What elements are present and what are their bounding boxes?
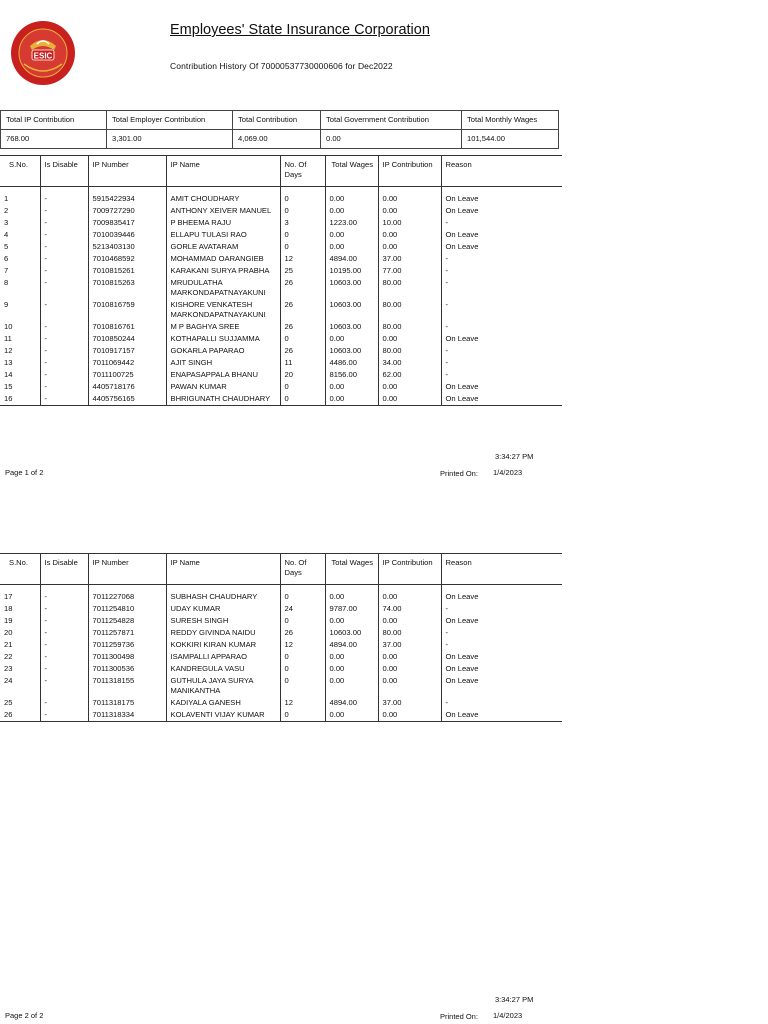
column-header: IP Name [166,554,280,585]
days-cell: 0 [280,675,325,697]
serial-number-cell: 10 [4,322,13,331]
reason-cell: On Leave [441,393,562,406]
is-disable-cell: - [40,627,88,639]
ip-name-cell: KISHORE VENKATESH MARKONDAPATNAYAKUNI [166,299,280,321]
table-row [0,639,562,651]
ip-name-cell: KOLAVENTI VIJAY KUMAR [166,709,280,722]
ip-contribution-cell: 0.00 [378,381,441,393]
is-disable-cell: - [40,603,88,615]
ip-contribution-cell: 80.00 [378,321,441,333]
table-header-row [0,156,562,187]
ip-contribution-cell: 0.00 [378,393,441,406]
total-wages-cell: 9787.00 [325,603,378,615]
serial-number-cell: 25 [4,698,13,707]
reason-cell: On Leave [441,229,562,241]
ip-contribution-cell: 37.00 [378,639,441,651]
ip-number-cell: 7009727290 [88,205,166,217]
ip-number-cell: 7010850244 [88,333,166,345]
days-cell: 0 [280,333,325,345]
serial-number-cell: 12 [4,346,13,355]
is-disable-cell: - [40,205,88,217]
column-header: Is Disable [40,554,88,585]
ip-number-cell: 7010815263 [88,277,166,299]
serial-number-cell: 15 [4,382,13,391]
totals-value: 0.00 [321,130,462,149]
ip-name-cell: SURESH SINGH [166,615,280,627]
reason-cell: - [441,697,562,709]
total-wages-cell: 0.00 [325,333,378,345]
total-wages-cell: 0.00 [325,663,378,675]
totals-value: 4,069.00 [233,130,321,149]
ip-number-cell: 5915422934 [88,193,166,205]
ip-number-cell: 4405718176 [88,381,166,393]
contribution-table-page-2 [0,553,562,722]
ip-contribution-cell: 37.00 [378,697,441,709]
total-wages-cell: 0.00 [325,651,378,663]
days-cell: 24 [280,603,325,615]
page-title: Employees' State Insurance Corporation [170,22,430,38]
days-cell: 12 [280,697,325,709]
reason-cell: - [441,627,562,639]
days-cell: 0 [280,591,325,603]
total-wages-cell: 0.00 [325,709,378,722]
total-wages-cell: 10603.00 [325,321,378,333]
serial-number-cell: 23 [4,664,13,673]
serial-number-cell: 17 [4,592,13,601]
total-wages-cell: 0.00 [325,615,378,627]
is-disable-cell: - [40,333,88,345]
ip-number-cell: 5213403130 [88,241,166,253]
ip-name-cell: ENAPASAPPALA BHANU [166,369,280,381]
totals-value-row [1,130,559,149]
table-row [0,265,562,277]
ip-number-cell: 7010816759 [88,299,166,321]
ip-name-cell: KARAKANI SURYA PRABHA [166,265,280,277]
serial-number-cell: 16 [0,393,40,406]
table-row [0,217,562,229]
ip-number-cell: 7010816761 [88,321,166,333]
ip-name-cell: UDAY KUMAR [166,603,280,615]
printed-on-date: 1/4/2023 [493,468,523,477]
total-wages-cell: 10603.00 [325,627,378,639]
serial-number-cell: 24 [4,676,13,685]
ip-name-cell: P BHEEMA RAJU [166,217,280,229]
days-cell: 0 [280,193,325,205]
serial-number-cell: 18 [4,604,13,613]
ip-number-cell: 7011318334 [88,709,166,722]
is-disable-cell: - [40,217,88,229]
ip-name-cell: GUTHULA JAYA SURYA MANIKANTHA [166,675,280,697]
ip-name-cell: ELLAPU TULASI RAO [166,229,280,241]
total-wages-cell: 0.00 [325,591,378,603]
totals-table [0,110,559,149]
column-header: IP Number [88,156,166,187]
contribution-table-page-1 [0,155,562,406]
table-row [0,229,562,241]
ip-contribution-cell: 0.00 [378,241,441,253]
table-row [0,675,562,697]
is-disable-cell: - [40,241,88,253]
serial-number-cell: 13 [4,358,13,367]
ip-name-cell: MRUDULATHA MARKONDAPATNAYAKUNI [166,277,280,299]
total-wages-cell: 10603.00 [325,299,378,321]
reason-cell: On Leave [441,333,562,345]
reason-cell: - [441,321,562,333]
ip-number-cell: 7011227068 [88,591,166,603]
ip-number-cell: 7011254810 [88,603,166,615]
serial-number-cell: 8 [4,278,9,287]
is-disable-cell: - [40,675,88,697]
table-row [0,381,562,393]
column-header: No. Of Days [280,156,325,187]
reason-cell: On Leave [441,709,562,722]
table-row [0,277,562,299]
is-disable-cell: - [40,253,88,265]
total-wages-cell: 4894.00 [325,639,378,651]
ip-name-cell: KOKKIRI KIRAN KUMAR [166,639,280,651]
ip-contribution-cell: 74.00 [378,603,441,615]
table-row [0,357,562,369]
totals-header: Total IP Contribution [1,111,107,130]
column-header: S.No. [0,554,40,585]
ip-number-cell: 7010468592 [88,253,166,265]
is-disable-cell: - [40,663,88,675]
days-cell: 26 [280,627,325,639]
is-disable-cell: - [40,393,88,406]
table-row [0,345,562,357]
reason-cell: - [441,369,562,381]
table-row [0,627,562,639]
days-cell: 0 [280,381,325,393]
page-number: Page 2 of 2 [5,1011,44,1020]
is-disable-cell: - [40,615,88,627]
column-header: Reason [441,156,562,187]
ip-number-cell: 7011259736 [88,639,166,651]
ip-number-cell: 7011069442 [88,357,166,369]
serial-number-cell: 4 [4,230,9,239]
ip-contribution-cell: 0.00 [378,615,441,627]
days-cell: 3 [280,217,325,229]
column-header: Total Wages [325,156,378,187]
reason-cell: On Leave [441,651,562,663]
table-row [0,253,562,265]
days-cell: 0 [280,393,325,406]
ip-contribution-cell: 0.00 [378,229,441,241]
column-header: IP Number [88,554,166,585]
table-row [0,333,562,345]
reason-cell: On Leave [441,615,562,627]
ip-number-cell: 7010039446 [88,229,166,241]
ip-number-cell: 7011254828 [88,615,166,627]
reason-cell: - [441,265,562,277]
ip-contribution-cell: 10.00 [378,217,441,229]
ip-name-cell: AJIT SINGH [166,357,280,369]
reason-cell: On Leave [441,193,562,205]
ip-contribution-cell: 0.00 [378,193,441,205]
is-disable-cell: - [40,369,88,381]
is-disable-cell: - [40,651,88,663]
is-disable-cell: - [40,357,88,369]
ip-number-cell: 7011257871 [88,627,166,639]
total-wages-cell: 0.00 [325,381,378,393]
column-header: IP Name [166,156,280,187]
ip-name-cell: BHRIGUNATH CHAUDHARY [166,393,280,406]
column-header: Reason [441,554,562,585]
table-row [0,615,562,627]
reason-cell: - [441,345,562,357]
serial-number-cell: 3 [4,218,9,227]
table-row [0,193,562,205]
ip-contribution-cell: 0.00 [378,663,441,675]
total-wages-cell: 10195.00 [325,265,378,277]
table-row [0,299,562,321]
reason-cell: On Leave [441,591,562,603]
ip-name-cell: AMIT CHOUDHARY [166,193,280,205]
table-row [0,709,562,722]
column-header: S.No. [0,156,40,187]
table-row [0,321,562,333]
ip-name-cell: ANTHONY XEIVER MANUEL [166,205,280,217]
ip-contribution-cell: 80.00 [378,299,441,321]
table-row [0,591,562,603]
serial-number-cell: 2 [4,206,9,215]
ip-contribution-cell: 80.00 [378,627,441,639]
days-cell: 0 [280,615,325,627]
total-wages-cell: 0.00 [325,241,378,253]
ip-contribution-cell: 0.00 [378,675,441,697]
is-disable-cell: - [40,591,88,603]
ip-number-cell: 7011318175 [88,697,166,709]
days-cell: 0 [280,709,325,722]
totals-header-row [1,111,559,130]
total-wages-cell: 0.00 [325,193,378,205]
totals-value: 3,301.00 [107,130,233,149]
page-number: Page 1 of 2 [5,468,44,477]
days-cell: 25 [280,265,325,277]
ip-number-cell: 7011300498 [88,651,166,663]
print-time: 3:34:27 PM [495,452,534,461]
is-disable-cell: - [40,639,88,651]
ip-name-cell: GORLE AVATARAM [166,241,280,253]
totals-value: 768.00 [1,130,107,149]
serial-number-cell: 14 [4,370,13,379]
ip-name-cell: PAWAN KUMAR [166,381,280,393]
ip-contribution-cell: 0.00 [378,591,441,603]
column-header: Total Wages [325,554,378,585]
ip-contribution-cell: 37.00 [378,253,441,265]
is-disable-cell: - [40,229,88,241]
table-row [0,697,562,709]
total-wages-cell: 0.00 [325,393,378,406]
column-header: Is Disable [40,156,88,187]
ip-number-cell: 7010815261 [88,265,166,277]
column-header: No. Of Days [280,554,325,585]
serial-number-cell: 11 [4,334,12,343]
days-cell: 26 [280,277,325,299]
serial-number-cell: 1 [4,194,9,203]
total-wages-cell: 0.00 [325,229,378,241]
is-disable-cell: - [40,709,88,722]
is-disable-cell: - [40,345,88,357]
serial-number-cell: 20 [4,628,13,637]
is-disable-cell: - [40,193,88,205]
total-wages-cell: 4894.00 [325,253,378,265]
ip-name-cell: SUBHASH CHAUDHARY [166,591,280,603]
days-cell: 0 [280,205,325,217]
reason-cell: - [441,299,562,321]
days-cell: 0 [280,229,325,241]
report-subtitle: Contribution History Of 70000537730000606 for Dec2022 [170,61,393,71]
is-disable-cell: - [40,381,88,393]
table-header-row [0,554,562,585]
ip-name-cell: KOTHAPALLI SUJJAMMA [166,333,280,345]
ip-name-cell: REDDY GIVINDA NAIDU [166,627,280,639]
ip-name-cell: MOHAMMAD OARANGIEB [166,253,280,265]
serial-number-cell: 9 [4,300,9,309]
total-wages-cell: 4894.00 [325,697,378,709]
total-wages-cell: 0.00 [325,205,378,217]
total-wages-cell: 10603.00 [325,277,378,299]
table-row [0,393,562,406]
totals-value: 101,544.00 [462,130,559,149]
serial-number-cell: 7 [4,266,9,275]
reason-cell: On Leave [441,205,562,217]
serial-number-cell: 19 [4,616,13,625]
reason-cell: - [441,217,562,229]
days-cell: 12 [280,639,325,651]
reason-cell: - [441,357,562,369]
ip-name-cell: KANDREGULA VASU [166,663,280,675]
total-wages-cell: 8156.00 [325,369,378,381]
totals-header: Total Monthly Wages [462,111,559,130]
ip-name-cell: ISAMPALLI APPARAO [166,651,280,663]
serial-number-cell: 5 [4,242,9,251]
reason-cell: On Leave [441,675,562,697]
serial-number-cell: 22 [4,652,13,661]
days-cell: 26 [280,321,325,333]
totals-header: Total Employer Contribution [107,111,233,130]
serial-number-cell: 6 [4,254,9,263]
ip-number-cell: 4405756165 [88,393,166,406]
days-cell: 0 [280,241,325,253]
is-disable-cell: - [40,697,88,709]
column-header: IP Contribution [378,554,441,585]
reason-cell: - [441,603,562,615]
ip-contribution-cell: 0.00 [378,333,441,345]
ip-number-cell: 7010917157 [88,345,166,357]
printed-on-date: 1/4/2023 [493,1011,523,1020]
reason-cell: - [441,639,562,651]
days-cell: 12 [280,253,325,265]
days-cell: 0 [280,651,325,663]
ip-contribution-cell: 77.00 [378,265,441,277]
ip-name-cell: GOKARLA PAPARAO [166,345,280,357]
is-disable-cell: - [40,277,88,299]
is-disable-cell: - [40,299,88,321]
reason-cell: - [441,277,562,299]
reason-cell: - [441,253,562,265]
reason-cell: On Leave [441,381,562,393]
is-disable-cell: - [40,265,88,277]
days-cell: 11 [280,357,325,369]
days-cell: 0 [280,663,325,675]
ip-contribution-cell: 62.00 [378,369,441,381]
logo-text: ESIC [33,51,53,61]
ip-contribution-cell: 80.00 [378,277,441,299]
table-row [0,241,562,253]
table-row [0,663,562,675]
reason-cell: On Leave [441,663,562,675]
total-wages-cell: 0.00 [325,675,378,697]
serial-number-cell: 21 [4,640,13,649]
table-row [0,651,562,663]
totals-header: Total Government Contribution [321,111,462,130]
days-cell: 20 [280,369,325,381]
total-wages-cell: 1223.00 [325,217,378,229]
reason-cell: On Leave [441,241,562,253]
ip-number-cell: 7011300536 [88,663,166,675]
ip-number-cell: 7009835417 [88,217,166,229]
printed-on-label: Printed On: [440,1012,478,1021]
ip-contribution-cell: 80.00 [378,345,441,357]
esic-logo [10,20,76,86]
ip-number-cell: 7011100725 [88,369,166,381]
ip-contribution-cell: 0.00 [378,709,441,722]
table-row [0,369,562,381]
totals-header: Total Contribution [233,111,321,130]
column-header: IP Contribution [378,156,441,187]
serial-number-cell: 26 [0,709,40,722]
printed-on-label: Printed On: [440,469,478,478]
ip-name-cell: M P BAGHYA SREE [166,321,280,333]
ip-contribution-cell: 0.00 [378,205,441,217]
ip-number-cell: 7011318155 [88,675,166,697]
print-time: 3:34:27 PM [495,995,534,1004]
ip-contribution-cell: 0.00 [378,651,441,663]
total-wages-cell: 10603.00 [325,345,378,357]
days-cell: 26 [280,299,325,321]
table-row [0,603,562,615]
table-row [0,205,562,217]
is-disable-cell: - [40,321,88,333]
days-cell: 26 [280,345,325,357]
ip-name-cell: KADIYALA GANESH [166,697,280,709]
ip-contribution-cell: 34.00 [378,357,441,369]
total-wages-cell: 4486.00 [325,357,378,369]
